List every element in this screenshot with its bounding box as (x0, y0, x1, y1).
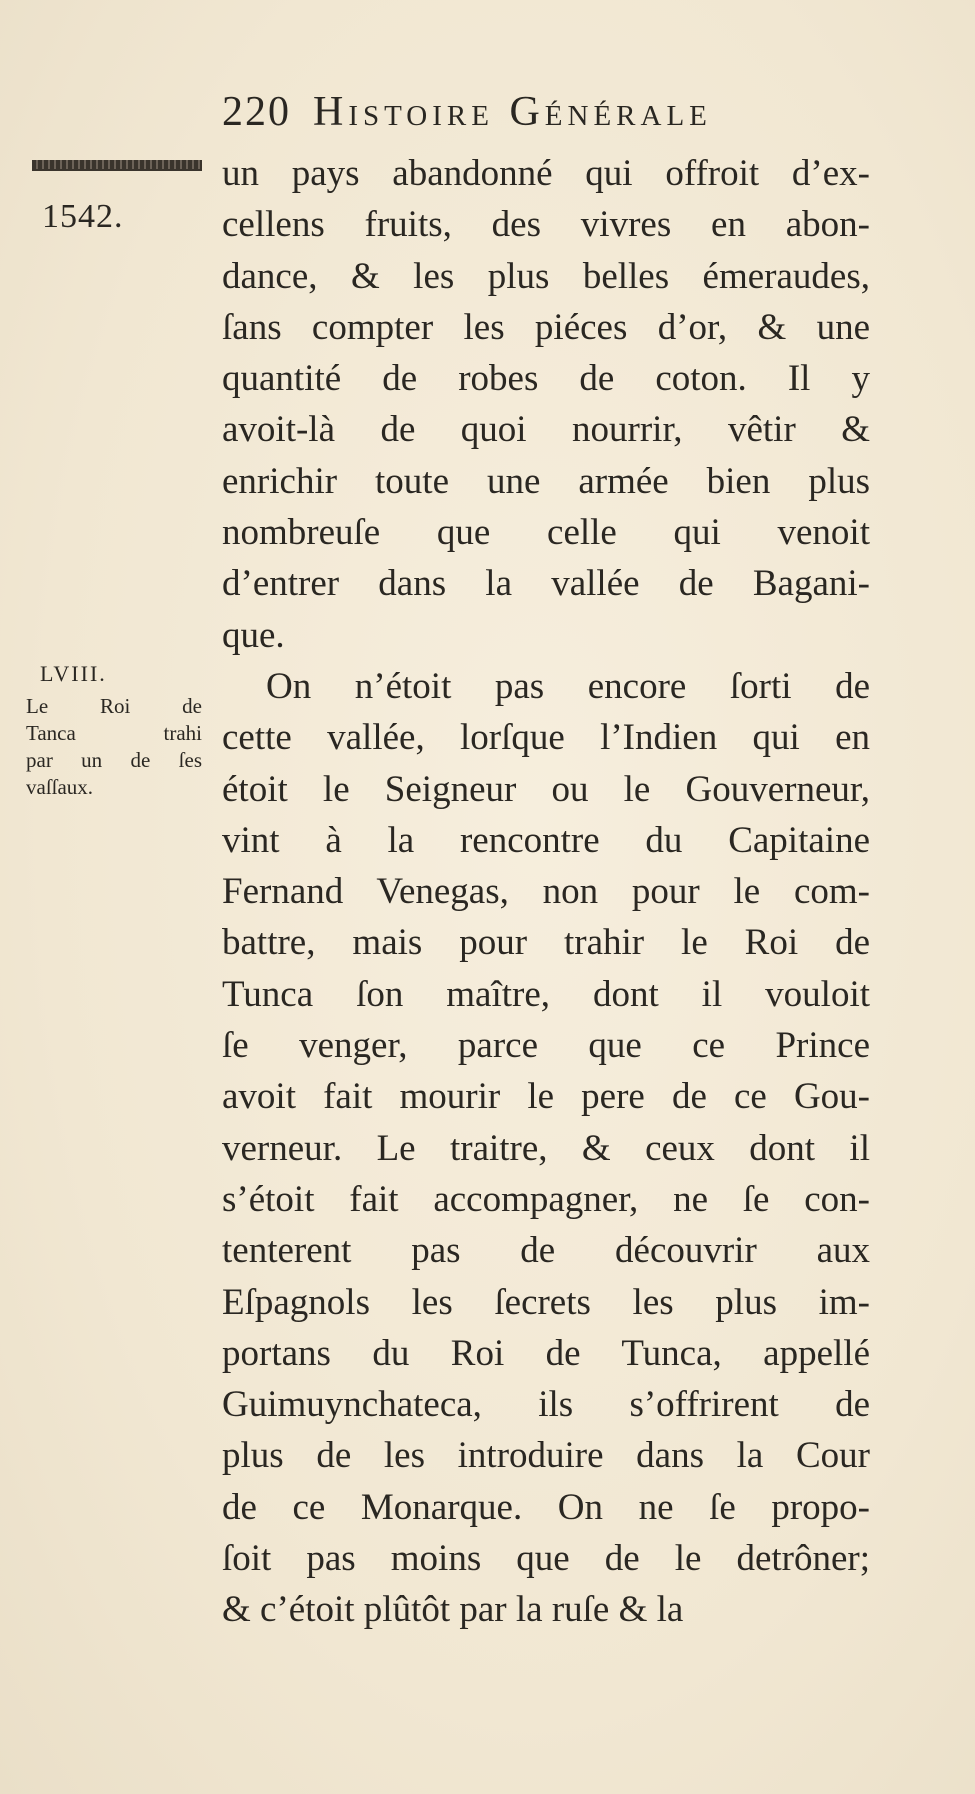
running-header (222, 88, 872, 136)
ornamental-rule (32, 160, 202, 171)
text-line: de ce Monarque. On ne ſe propo- (222, 1486, 870, 1528)
text-line: ſoit pas moins que de le detrôner; (222, 1538, 870, 1580)
text-line: portans du Roi de Tunca, appellé (222, 1332, 870, 1374)
text-line: ſe venger, parce que ce Prince (222, 1025, 870, 1067)
text-line: vint à la rencontre du Capitaine (222, 819, 870, 861)
text-line: On n’étoit pas encore ſorti de (266, 665, 870, 707)
margin-note-line: par un de ſes (26, 748, 202, 772)
text-line: Fernand Venegas, non pour le com- (222, 871, 870, 913)
text-line: Tunca ſon maître, dont il vouloit (222, 973, 870, 1015)
text-line: un pays abandonné qui offroit d’ex- (222, 153, 870, 194)
text-line: avoit fait mourir le pere de ce Gou- (222, 1076, 870, 1118)
text-line: que. (222, 614, 285, 656)
text-line: nombreuſe que celle qui venoit (222, 512, 870, 554)
running-title: Histoire Générale (313, 89, 712, 135)
margin-note-number: LVIII. (40, 661, 107, 686)
text-line: battre, mais pour trahir le Roi de (222, 922, 870, 964)
body-text (222, 148, 870, 1636)
margin-year: 1542. (42, 198, 124, 235)
text-line: Guimuynchateca, ils s’offrirent de (222, 1384, 870, 1426)
text-line: dance, & les plus belles émeraudes, (222, 255, 870, 297)
text-line: étoit le Seigneur ou le Gouverneur, (222, 768, 870, 810)
text-line: tenterent pas de découvrir aux (222, 1230, 870, 1272)
text-line: cette vallée, lorſque l’Indien qui en (222, 717, 870, 759)
text-line: s’étoit fait accompagner, ne ſe con- (222, 1178, 870, 1220)
text-line: plus de les introduire dans la Cour (222, 1435, 870, 1477)
text-line: & c’étoit plûtôt par la ruſe & la (222, 1589, 684, 1631)
margin-note (26, 660, 206, 801)
margin-note-line: Tanca trahi (26, 721, 202, 745)
text-line: avoit-là de quoi nourrir, vêtir & (222, 409, 870, 451)
text-line: ſans compter les piéces d’or, & une (222, 306, 870, 348)
text-line: enrichir toute une armée bien plus (222, 460, 870, 502)
text-line: d’entrer dans la vallée de Bagani- (222, 563, 870, 605)
margin-note-line: Le Roi de (26, 694, 202, 718)
text-line: cellens fruits, des vivres en abon- (222, 204, 870, 246)
page-number: 220 (222, 89, 291, 135)
text-line: quantité de robes de coton. Il y (222, 358, 870, 400)
text-line: verneur. Le traitre, & ceux dont il (222, 1127, 870, 1169)
text-line: Eſpagnols les ſecrets les plus im- (222, 1281, 870, 1323)
margin-note-line: vaſſaux. (26, 775, 94, 799)
